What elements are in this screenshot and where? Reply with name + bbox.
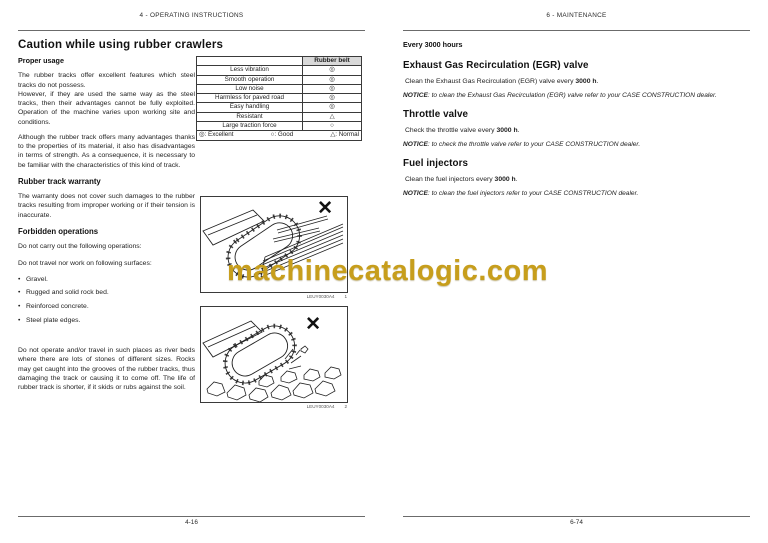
feature-rating: ◎ xyxy=(303,75,362,84)
figure-stony-ground xyxy=(200,306,348,409)
feature-rating: ◎ xyxy=(303,103,362,112)
notice-body: : to clean the fuel injectors refer to your CASE CONSTRUCTION dealer. xyxy=(427,190,639,197)
section-heading-forbidden: Forbidden operations xyxy=(18,226,99,236)
right-text-column xyxy=(403,40,750,207)
list-item: • Reinforced concrete. xyxy=(18,302,195,311)
section-heading: Exhaust Gas Recirculation (EGR) valve xyxy=(403,60,589,71)
table-row xyxy=(197,66,362,75)
interval-value: 3000 h xyxy=(496,127,518,134)
interval-value: 3000 h xyxy=(575,78,597,85)
column-header: Rubber belt xyxy=(303,57,362,66)
table-legend xyxy=(197,131,362,140)
notice-body: : to clean the Exhaust Gas Recirculation (EGR) valve refer to your CASE CONSTRUCTION dealer. xyxy=(427,92,717,99)
list-item: • Rugged and solid rock bed. xyxy=(18,288,195,297)
feature-rating: △ xyxy=(303,112,362,121)
figure-number: 1 xyxy=(344,294,347,299)
feature-label: Resistant xyxy=(197,112,303,121)
page-title: Caution while using rubber crawlers xyxy=(18,39,224,51)
body-text: . xyxy=(515,176,518,183)
paragraph: Do not travel nor work on following surfaces: xyxy=(18,260,152,268)
paragraph: However, if they are used the same way as the steel tracks, then their advantages cannot be fully exploited. Operation of the machine varies upon working site and conditions. xyxy=(18,90,195,126)
body-text: Clean the fuel injectors every xyxy=(405,176,495,183)
paragraph: Although the rubber track offers many advantages thanks to the properties of its material, it also has disadvantages in terms of strength. As a consequence, it is necessary to be familiar with the characteristics of this kind of track. xyxy=(18,133,195,169)
maintenance-section-throttle-valve xyxy=(403,109,750,148)
left-page-header: 4 - OPERATING INSTRUCTIONS xyxy=(139,12,244,19)
body-text: Clean the Exhaust Gas Recirculation (EGR) valve every xyxy=(405,78,576,85)
right-footer-rule xyxy=(403,516,750,517)
section-body xyxy=(405,127,750,134)
body-text: Check the throttle valve every xyxy=(405,127,497,134)
empty-header-cell xyxy=(197,57,303,66)
section-heading-proper-usage: Proper usage xyxy=(18,56,64,65)
body-text: . xyxy=(596,78,599,85)
maintenance-section-fuel-injectors xyxy=(403,158,750,197)
table-row xyxy=(197,84,362,93)
section-body xyxy=(405,176,750,183)
feature-rating: ◎ xyxy=(303,84,362,93)
notice-text xyxy=(403,190,750,197)
feature-label: Smooth operation xyxy=(197,75,303,84)
legend-excellent: ◎: Excellent xyxy=(199,131,234,139)
paragraph: The rubber tracks offer excellent features which steel tracks do not possess. xyxy=(18,72,195,89)
notice-label: NOTICE xyxy=(403,92,428,99)
paragraph: Do not operate and/or travel in such places as river beds where there are lots of stones of different sizes. Rocks may get caught into the grooves of the rubber tracks, thus damaging the track or causing it to come off. The life of rubber track is shorter, if it skids or rubs against the soil. xyxy=(18,347,195,391)
table-header-row xyxy=(197,57,362,66)
feature-label: Low noise xyxy=(197,84,303,93)
feature-rating: ◎ xyxy=(303,66,362,75)
feature-label: Harmless for paved road xyxy=(197,94,303,103)
left-text-column xyxy=(18,56,195,392)
notice-text xyxy=(403,92,750,99)
prohibited-x-mark: ✕ xyxy=(305,314,321,335)
left-footer-rule xyxy=(18,516,365,517)
feature-rating: ◎ xyxy=(303,94,362,103)
table-row xyxy=(197,122,362,131)
paragraph: The warranty does not cover such damages to the rubber tracks resulting from improper working or if their tension is inaccurate. xyxy=(18,193,195,219)
rubber-belt-feature-table xyxy=(196,56,362,141)
feature-label: Easy handling xyxy=(197,103,303,112)
right-page-header: 6 - MAINTENANCE xyxy=(546,12,607,19)
section-heading-warranty: Rubber track warranty xyxy=(18,176,101,186)
site-watermark: machinecatalogic.com xyxy=(227,255,549,287)
section-body xyxy=(405,78,750,85)
section-heading: Throttle valve xyxy=(403,109,469,120)
notice-label: NOTICE xyxy=(403,141,428,148)
table-row xyxy=(197,112,362,121)
list-item: • Steel plate edges. xyxy=(18,316,195,325)
notice-label: NOTICE xyxy=(403,190,428,197)
notice-text xyxy=(403,141,750,148)
paragraph: Do not carry out the following operations: xyxy=(18,243,142,250)
right-header-rule xyxy=(403,30,750,31)
figure-code: LEUY0030A4 xyxy=(306,404,335,409)
legend-normal: △: Normal xyxy=(330,131,359,139)
right-page-number: 6-74 xyxy=(570,519,583,526)
table-legend-row xyxy=(197,131,362,140)
section-heading: Fuel injectors xyxy=(403,158,469,169)
prohibited-x-mark: ✕ xyxy=(317,198,333,219)
figure-number: 2 xyxy=(344,404,347,409)
feature-label: Large traction force xyxy=(197,122,303,131)
body-text: . xyxy=(517,127,520,134)
left-header-rule xyxy=(18,30,365,31)
figure-caption xyxy=(201,294,347,299)
legend-good: ○: Good xyxy=(270,131,294,139)
maintenance-section-egr-valve xyxy=(403,60,750,99)
figure-caption xyxy=(201,404,347,409)
interval-heading: Every 3000 hours xyxy=(403,40,463,49)
left-page-number: 4-16 xyxy=(185,519,198,526)
interval-value: 3000 h xyxy=(494,176,516,183)
table-row xyxy=(197,75,362,84)
figure-code: LEUY0030A4 xyxy=(306,294,335,299)
rubber-track-illustration xyxy=(201,307,347,402)
feature-label: Less vibration xyxy=(197,66,303,75)
list-item: • Gravel. xyxy=(18,275,195,284)
table-row xyxy=(197,94,362,103)
table-row xyxy=(197,103,362,112)
feature-rating: ○ xyxy=(303,122,362,131)
notice-body: : to check the throttle valve refer to your CASE CONSTRUCTION dealer. xyxy=(427,141,641,148)
